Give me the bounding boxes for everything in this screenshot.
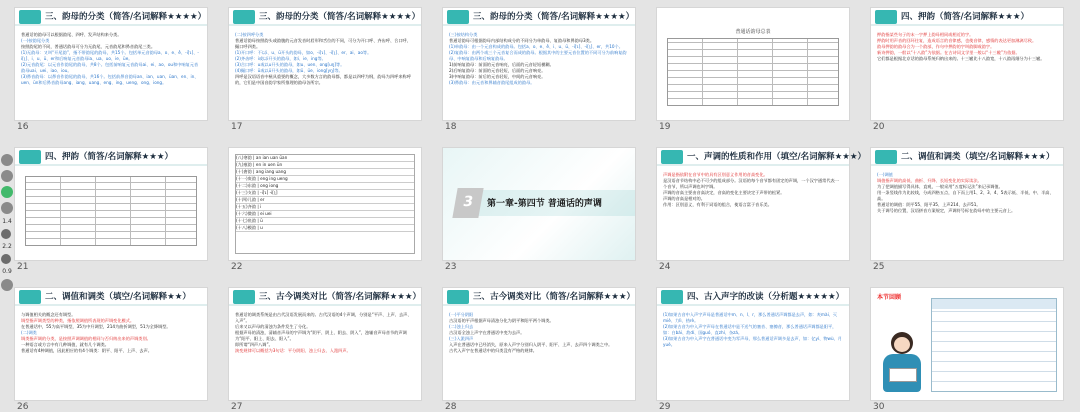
slide-body — [21, 312, 201, 394]
body-text-line: 用一条竖线作为比较线，分成四格五点，自下而上用1、2、3、4、5表示低、半低、中、半高、高。 — [877, 190, 1054, 201]
settings-icon[interactable] — [1, 279, 13, 291]
table-row: (十七)鱼韵 | ü — [236, 218, 414, 225]
body-text-line: 新诗押韵，一般以“十八韵”为依据。在古诗词文学里一般以“十三辙”为依据。 — [877, 50, 1020, 55]
body-text-line: (3)如果古音为中入声字在普通话中变为零声母，那么普通话声调多是去声，如：亿yì、物wù、月yuè。 — [663, 336, 842, 347]
section-number-badge — [452, 188, 483, 218]
slide-number: 20 — [873, 122, 885, 132]
slide-number: 17 — [231, 122, 243, 132]
body-text-line: (3)鼻音韵母：以鼻音作韵尾的韵母，共16个。包括前鼻音韵母an、ian、uan、üan、en、in、uen、ün和后鼻音韵母ang、iang、uang、eng、ing、ueng、ong、iong。 — [21, 74, 199, 85]
body-text-line: 声调的音高主要由音高决定，音高的变化主要决定于声带的松紧。 — [663, 190, 785, 195]
table-row: (十五)齐韵 | i — [236, 204, 414, 211]
slide-body — [449, 32, 629, 114]
logo-icon — [875, 10, 897, 24]
body-text-line: 古代入声字在普通话中的归类没有严格的规律。 — [449, 348, 537, 353]
menu-icon[interactable] — [1, 170, 13, 182]
slide-thumbnail-25[interactable] — [871, 148, 1063, 260]
body-text-line: (一)按韵尾分类 — [21, 38, 50, 43]
body-text-line: 押韵指某些句子的末一字押上韵母相同或相近的字。 — [877, 32, 974, 37]
final-table — [667, 38, 839, 106]
body-text-line: (1)开口呼：不以i、u、ü开头的韵母，如o、-i[ɿ]、-i[ʅ]、er、ai、ao等。 — [235, 50, 372, 55]
body-text-line: 作用：区别意义，有利于词语的组合，使语言富于音乐美。 — [663, 202, 772, 207]
logo-icon — [233, 10, 255, 24]
slide-thumbnail-27[interactable] — [229, 288, 421, 400]
slide-thumbnail-24[interactable] — [657, 148, 866, 260]
slide-thumbnail-16[interactable] — [15, 8, 207, 120]
slide-body — [877, 172, 1057, 254]
logo-icon — [233, 290, 255, 304]
body-text-line: (2)复韵母：由两个或三个元音复合而成的韵母。根据其中的主要元音位置的不同可分为前响复韵母、中响复韵母和后响复韵母。 — [449, 50, 627, 61]
logo-icon — [447, 10, 469, 24]
slide-thumbnail-21[interactable] — [15, 148, 207, 260]
body-text-line: 为了把调值描写得具体、直观，一般采用“五度标记法”来记录调值。 — [877, 184, 1003, 189]
slide-header — [657, 148, 866, 166]
body-text-line: 后来又以声母的清浊为条件发生了分化。 — [235, 324, 311, 329]
body-text-line: (3)鼻韵母：由元音和鼻辅音韵尾组成的韵母。 — [449, 80, 535, 85]
zoom-label-3: 0.9 — [2, 268, 12, 275]
body-text-line: 调类指声调的分类，是按照声调调值的相同与否归纳出来的声调类别。 — [21, 336, 151, 341]
body-text-line: 3)中响复韵母：前后的元音轻短，中间的元音响亮。 — [449, 74, 546, 79]
body-text-line: (2)齐齿呼：i或以i开头的韵母，如i、ie、ing等。 — [235, 56, 326, 61]
slide-header — [229, 288, 421, 306]
slide-thumbnail-22[interactable] — [229, 148, 421, 260]
body-text-line: 1)前响复韵母：前面的元音响亮，后面的元音轻短模糊。 — [449, 62, 554, 67]
logo-icon — [661, 150, 683, 164]
body-text-line: 是汉语音节结构中必不可少的组成部分。汉语的每个音节都有固定的声调，一个汉字通常代表一个音节，所以声调也叫字调。 — [663, 178, 839, 189]
slide-body — [235, 312, 415, 394]
body-text-line: 普通话的韵母可以根据韵尾、四呼、发声结构来分类。 — [21, 32, 122, 37]
body-text-line: 根据声母的清浊，清辅音声母的字声调为“阴平、阴上、阴去、阴入”，浊辅音声母音节的声调为“阳平、阳上、阳去、阳入”。 — [235, 330, 407, 341]
table-title: 普通话韵母总表 — [735, 29, 771, 35]
teacher-illustration — [877, 328, 927, 394]
body-text-line: 声调的音高是相对的。 — [663, 196, 705, 201]
logo-icon — [19, 10, 41, 24]
body-text-line: 按照韵尾的不同，普通话韵母可分为无韵尾、元音韵尾和鼻音韵尾三类。 — [21, 44, 156, 49]
table-row: (十二)东韵 | ong iong — [236, 183, 414, 190]
body-text-line: 声调是指依附在音节中的具有区别意义作用的音高变化。 — [663, 172, 768, 177]
table-row: (九)痕韵 | en in uen ün — [236, 162, 414, 169]
slide-title: 二、调值和调类（填空/名词解释★★） — [45, 292, 191, 302]
slide-thumbnail-28[interactable] — [443, 288, 635, 400]
slide-header — [15, 288, 207, 306]
slide-number: 27 — [231, 402, 243, 412]
body-text-line: 关于调号的位置，汉语拼音方案规定，声调符号标在韵母中的主要元音上。 — [877, 208, 1016, 213]
table-row: (八)寒韵 | an ian uan üan — [236, 155, 414, 162]
body-text-line: (2)如果古音为中入声字声母在普通话中是不送气的塞音、塞擦音，那么普通话声调都是阳平，如：白bái、敌dí、国guó、直zhí、杂zá。 — [663, 324, 837, 335]
eraser-icon[interactable] — [1, 202, 13, 214]
body-text-line: 普通话韵母可根据韵母内部结构成分的不同分为单韵母、复韵母和鼻韵母3类。 — [449, 38, 595, 43]
body-text-line: 调型指声调类型的种类，指依照调值所表现的声调变化模式。 — [21, 318, 135, 323]
slide-thumbnail-17[interactable] — [229, 8, 421, 120]
table-row: (十一)庚韵 | eng ing ueng — [236, 176, 414, 183]
slide-header — [443, 288, 635, 306]
table-row: (十四)儿韵 | er — [236, 197, 414, 204]
zoom-label-2: 2.2 — [2, 243, 12, 250]
slide-thumbnail-19[interactable] — [657, 8, 849, 120]
slide-thumbnail-29[interactable] — [657, 288, 849, 400]
pen-icon[interactable] — [1, 186, 13, 198]
slide-title: 三、韵母的分类（简答/名词解释★★★★） — [259, 12, 421, 22]
chapter-cover — [443, 148, 635, 260]
body-text-line: (1)如果古音中入声字声母是普通话中m、n、l、r，那么普通话声调都是去声，如：麦mài、灭miè、力lì、热rè。 — [663, 312, 838, 323]
slide-body — [663, 172, 843, 254]
review-mindmap-panel — [931, 298, 1057, 392]
slide-number: 23 — [445, 262, 457, 272]
slide-thumbnail-18[interactable] — [443, 8, 635, 120]
slide-body — [21, 32, 201, 114]
slide-body — [449, 312, 629, 394]
slide-body — [877, 32, 1057, 114]
review-tag: 本节回顾 — [877, 294, 902, 301]
table-row: (十三)支韵 | -i[ɿ] -i[ʅ] — [236, 190, 414, 197]
illustration-book — [889, 368, 917, 382]
rhyme-table — [235, 154, 415, 254]
slide-header — [229, 8, 421, 26]
body-text-line: (三)按结构分类 — [449, 32, 478, 37]
section-number: 3 — [461, 194, 475, 210]
slide-title: 三、古今调类对比（简答/名词解释★★★） — [259, 292, 421, 302]
zoom-out-icon[interactable] — [1, 254, 11, 264]
body-text-line: 韵母押韵的韵母合为一个韵部，作句中押韵的字叫韵脚或韵字。 — [877, 44, 995, 49]
body-text-line: (3)合口呼：u或以u开头的韵母，如u、uen、ong[uŋ]等。 — [235, 62, 345, 67]
body-text-line: 一种语言或方言中有几种调值，就有几个调类。 — [21, 342, 109, 347]
slide-number: 19 — [659, 122, 671, 132]
slide-title: 四、押韵（简答/名词解释★★★） — [901, 12, 1029, 22]
slide-thumbnail-26[interactable] — [15, 288, 207, 400]
slide-body — [235, 32, 415, 114]
slide-title: 一、声调的性质和作用（填空/名词解释★★★） — [687, 152, 866, 162]
illustration-face — [894, 337, 910, 352]
slide-number: 24 — [659, 262, 671, 272]
slide-title: 四、押韵（简答/名词解释★★★） — [45, 152, 173, 162]
slide-number: 16 — [17, 122, 29, 132]
table-row: (十六)微韵 | ei uei — [236, 211, 414, 218]
logo-icon — [875, 150, 897, 164]
zoom-in-icon[interactable] — [1, 229, 11, 239]
left-toolbar — [0, 150, 14, 350]
body-text-line: 入声在普通话中已经消失，原来入声字分别归入阴平、阳平、上声、去声四个调类之中。 — [449, 342, 613, 347]
zoom-label-1: 1.4 — [2, 218, 12, 225]
logo-icon — [447, 290, 469, 304]
home-icon[interactable] — [1, 154, 13, 166]
body-text-line: 演变规律可以概括为3句话：平分阴阳、浊上归去、入派四声。 — [235, 348, 351, 353]
slide-number: 26 — [17, 402, 29, 412]
slide-title: 二、调值和调类（填空/名词解释★★★） — [901, 152, 1055, 162]
slide-number: 21 — [17, 262, 29, 272]
slide-title: 四、古入声字的改读（分析题★★★★★） — [687, 292, 845, 302]
slide-header — [657, 288, 849, 306]
body-text-line: (1)无韵母：又叫“开尾韵”，指不带韵尾的韵母，共15个。包括单元音韵母a、o、e、ê、-i[ɿ]、-i[ʅ]、i、u、ü、er和后响复元音韵母ia、ua、uo、ie、üe。 — [21, 50, 199, 61]
slide-thumbnail-30[interactable] — [871, 288, 1063, 400]
slide-header — [15, 148, 207, 166]
table-row: (十)唐韵 | ang iang uang — [236, 169, 414, 176]
slide-thumbnail-20[interactable] — [871, 8, 1063, 120]
body-text-line: 普通话有4种调值，因此相应的有4个调类：阴平、阳平、上声、去声。 — [21, 348, 152, 353]
body-text-line: (三)入派四声 — [449, 336, 474, 341]
slide-header — [443, 8, 635, 26]
body-text-line: 古汉语全浊上声字在普通话中变为去声。 — [449, 330, 525, 335]
logo-icon — [19, 150, 41, 164]
slide-header — [871, 8, 1063, 26]
body-text-line: (4)撮口呼：ü或以ü开头的韵母，如ü、üe、iong[yŋ]等。 — [235, 68, 343, 73]
slide-number: 22 — [231, 262, 243, 272]
body-text-line: 2)后响复韵母：前面的元音轻短，后面的元音响亮。 — [449, 68, 546, 73]
slide-title: 三、古今调类对比（简答/名词解释★★★） — [473, 292, 635, 302]
body-text-line: 调值指声调的高低、曲折、升降、长短变化的实际读法。 — [877, 178, 982, 183]
slide-header — [871, 148, 1063, 166]
body-text-line: 古汉语的平声根据声母清浊分化为阴平和阳平两个调类。 — [449, 318, 554, 323]
body-text-line: (一)平分阴阳 — [449, 312, 474, 317]
body-text-line: 与调值相关的概念还有调型。 — [21, 312, 76, 317]
slide-number: 30 — [873, 402, 885, 412]
slide-number: 18 — [445, 122, 457, 132]
logo-icon — [19, 290, 41, 304]
body-text-line: 在普通话中，55为高平调型，35为中升调型，214为曲折调型，51为全降调型。 — [21, 324, 171, 329]
slide-thumbnail-23[interactable] — [443, 148, 635, 260]
body-text-line: (1)单韵母：由一个元音构成的韵母。包括a、o、e、ê、i、u、ü、-i[ɿ]、-i[ʅ]、er，共10个。 — [449, 44, 623, 49]
body-text-line: 即所谓“四声八调”。 — [235, 342, 273, 347]
body-text-line: 普通话的调值：阴平55、阳平35、上声214、去声51。 — [877, 202, 981, 207]
logo-icon — [661, 290, 683, 304]
body-text-line: (2)元音韵尾：以元音作韵尾的韵母，共8个。包括前响复元音韵母ai、ei、ao、ou和中响复元音韵母uai、uei、iao、iou。 — [21, 62, 199, 73]
body-text-line: 押韵时用声音的回环往复，造成语言的音律感，也使音律，感情的表达更加淋漓尽致。 — [877, 38, 1037, 43]
slide-title: 三、韵母的分类（简答/名词解释★★★★） — [45, 12, 207, 22]
chapter-title: 第一章-第四节 普通话的声调 — [487, 199, 602, 209]
table-row: (十八)模韵 | u — [236, 225, 414, 232]
slide-number: 28 — [445, 402, 457, 412]
body-text-line: (二)调类 — [21, 330, 37, 335]
slide-number: 29 — [659, 402, 671, 412]
body-text-line: (二)按四呼分类 — [235, 32, 264, 37]
body-text-line: 普通话韵母按照韵头或韵腹的元音发音时唇形和舌位的不同，可分为开口呼、齐齿呼、合口呼、撮口呼四类。 — [235, 38, 411, 49]
slide-body — [663, 312, 843, 394]
body-text-line: 它们都是根据北京话的韵母系统归纳出来的。十三辙比十八韵宽，十八韵再细分为十三辙。 — [877, 56, 1045, 61]
slide-title: 三、韵母的分类（简答/名词解释★★★★） — [473, 12, 635, 22]
slide-header — [15, 8, 207, 26]
body-text-line: (二)浊上归去 — [449, 324, 474, 329]
body-text-line: (一)调值 — [877, 172, 893, 177]
panel-header — [932, 299, 1056, 309]
slide-number: 25 — [873, 262, 885, 272]
body-text-line: 四呼是汉语语音中極具重要的概念，大多数方言的韵母都，都是以四呼为纲，韵母为四呼来称呼的，它们是中国音韵学家所推理的韵母各所宗。 — [235, 74, 411, 85]
rhyme-table — [25, 176, 197, 246]
body-text-line: 普通话的调类系统是由古代汉语发展而来的。古代汉语的4个声调，分别是“平声、上声、去声、入声”。 — [235, 312, 412, 323]
